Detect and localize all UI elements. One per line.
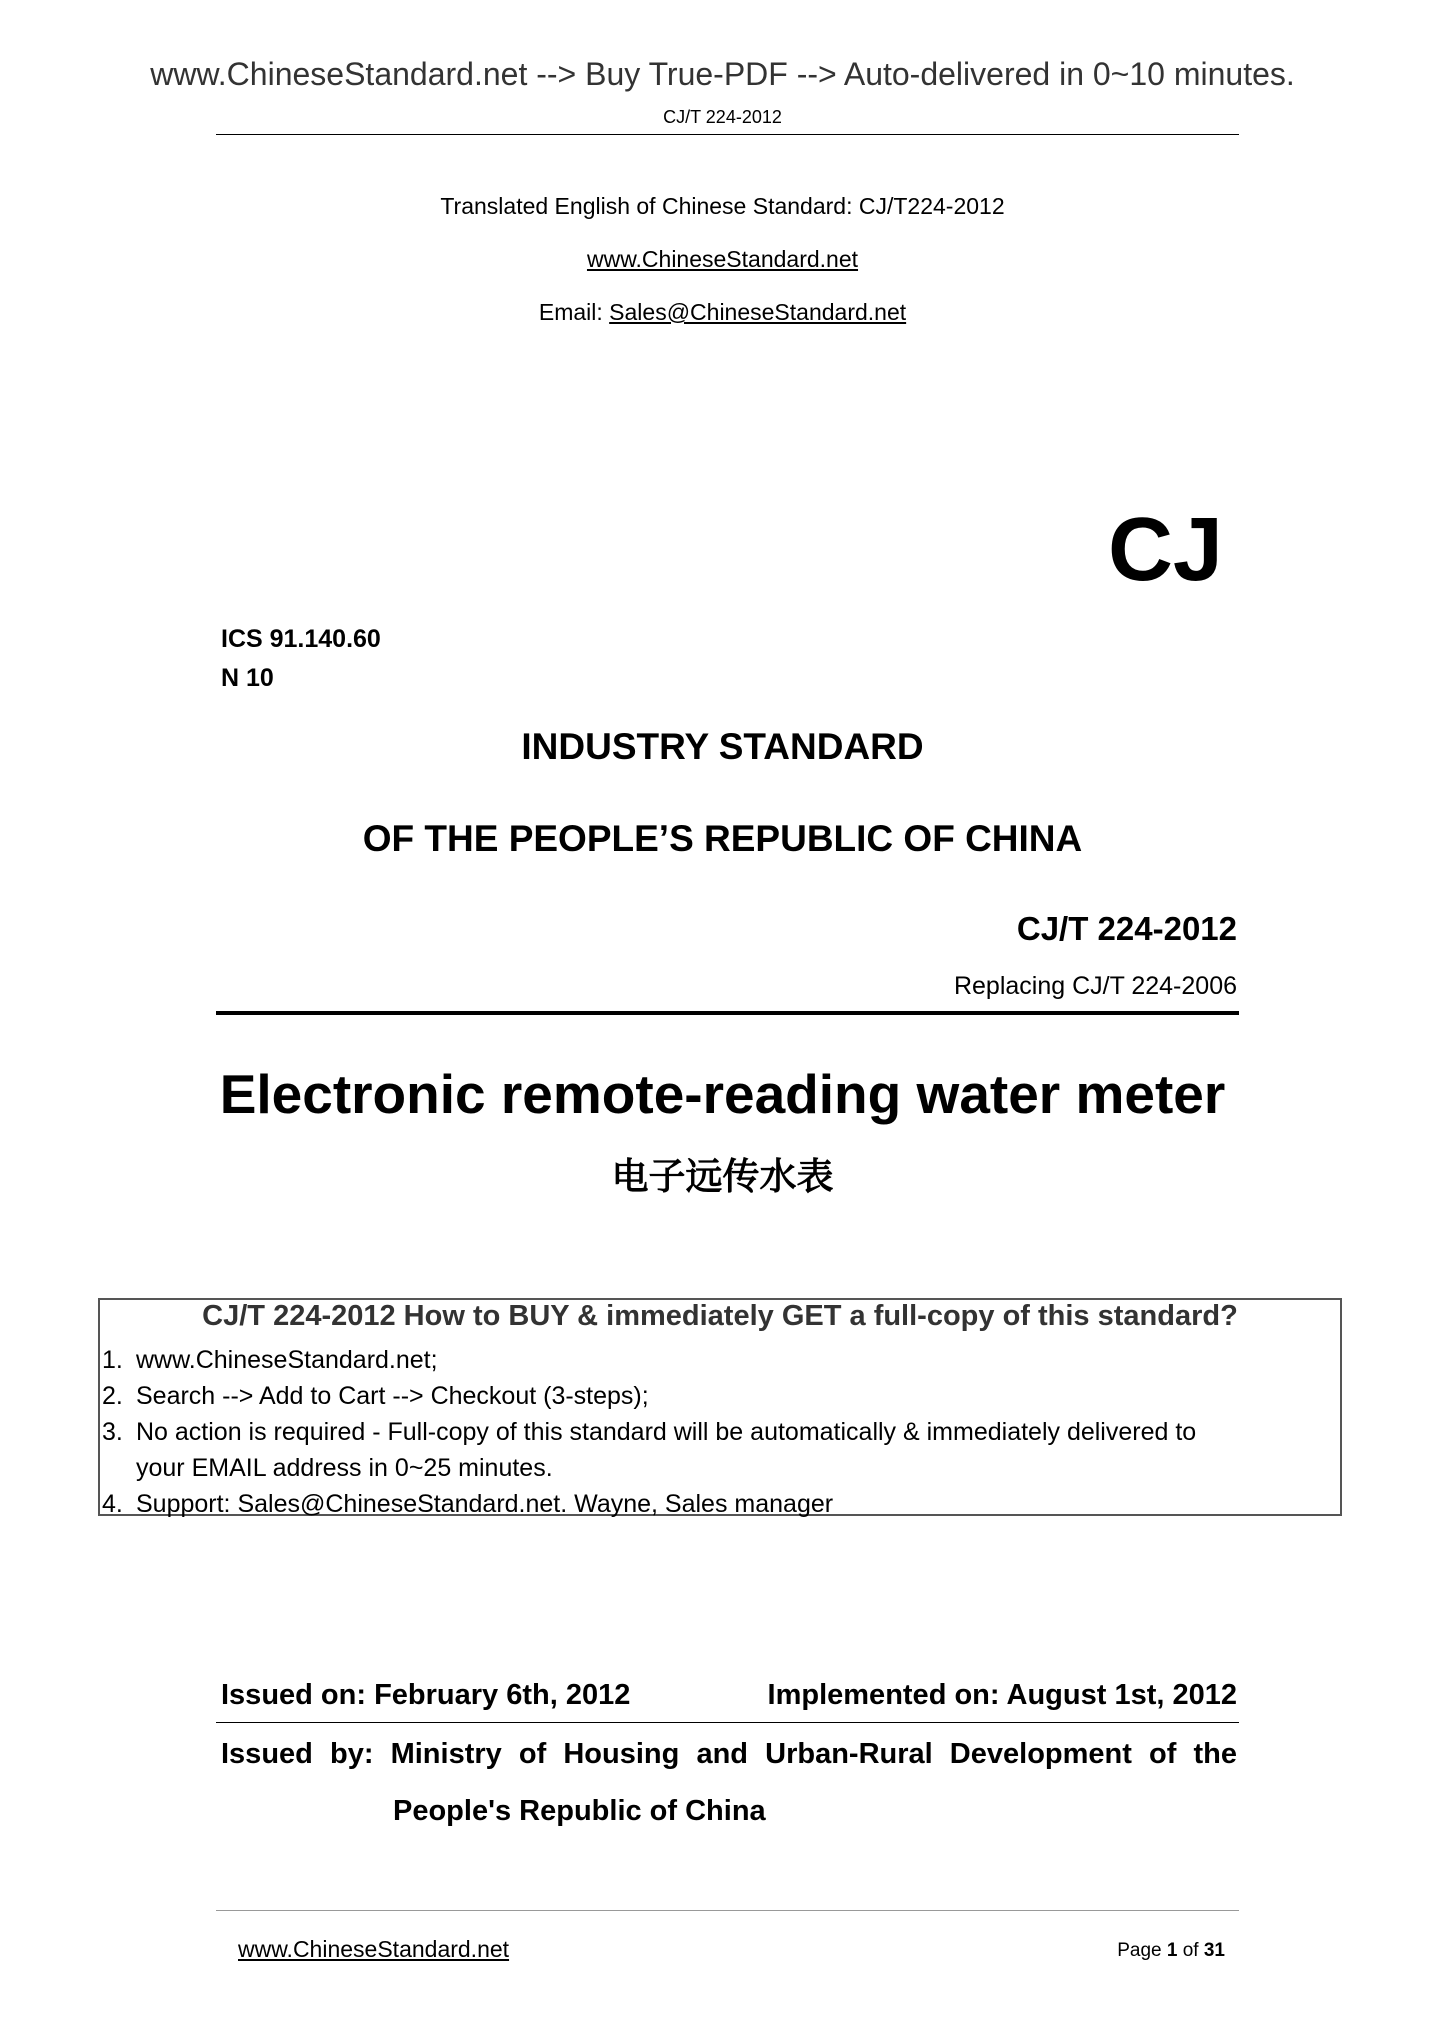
- header-banner: www.ChineseStandard.net --> Buy True-PDF --> Auto-delivered in 0~10 minutes.: [150, 56, 1295, 92]
- site-link[interactable]: www.ChineseStandard.net: [586, 246, 859, 272]
- email-link[interactable]: Sales@ChineseStandard.net: [609, 299, 907, 325]
- page-of: of: [1177, 1940, 1204, 1961]
- buy-step: [102, 1378, 1196, 1414]
- step-number: 2.: [102, 1382, 123, 1410]
- issued-on-date: Issued on: February 6th, 2012: [221, 1679, 631, 1711]
- header-doc-code: CJ/T 224-2012: [663, 107, 782, 127]
- n-code: N 10: [221, 664, 274, 692]
- standard-number: CJ/T 224-2012: [1016, 910, 1237, 947]
- step-number: 1.: [102, 1346, 123, 1374]
- translated-note: Translated English of Chinese Standard: CJ/T224-2012: [440, 193, 1005, 219]
- email-label: Email:: [538, 299, 610, 325]
- footer-site-link[interactable]: www.ChineseStandard.net: [238, 1936, 510, 1962]
- buy-step: [102, 1486, 1196, 1522]
- industry-standard-heading: INDUSTRY STANDARD: [521, 726, 924, 767]
- step-text[interactable]: www.ChineseStandard.net;: [136, 1346, 438, 1374]
- step-text: Search --> Add to Cart --> Checkout (3-steps);: [136, 1382, 649, 1410]
- title-rule: [216, 1011, 1239, 1015]
- issue-rule: [216, 1722, 1239, 1723]
- step-number: 4.: [102, 1490, 123, 1518]
- page-total: 31: [1203, 1940, 1225, 1961]
- issued-by-line-2: People's Republic of China: [393, 1795, 766, 1827]
- header-rule: [216, 134, 1239, 135]
- step-number: 3.: [102, 1418, 123, 1446]
- buy-instructions-box: [98, 1298, 1342, 1516]
- footer-rule: [216, 1910, 1239, 1911]
- prc-heading: OF THE PEOPLE’S REPUBLIC OF CHINA: [362, 818, 1083, 859]
- page-indicator: [1117, 1940, 1225, 1962]
- step-number: [102, 1450, 136, 1486]
- buy-step: [102, 1342, 1196, 1378]
- buy-step: [102, 1414, 1196, 1450]
- cj-logo: CJ: [1107, 500, 1223, 600]
- step-text: your EMAIL address in 0~25 minutes.: [136, 1454, 553, 1482]
- replacing-note: Replacing CJ/T 224-2006: [953, 972, 1237, 1000]
- implemented-on-date: Implemented on: August 1st, 2012: [767, 1679, 1237, 1711]
- document-title-en: Electronic remote-reading water meter: [219, 1063, 1226, 1125]
- page-prefix: Page: [1117, 1940, 1167, 1961]
- buy-steps-list: [102, 1342, 1196, 1522]
- email-line: [0, 299, 1445, 326]
- buy-step: [102, 1450, 1196, 1486]
- step-text: Support: Sales@ChineseStandard.net. Wayne, Sales manager: [136, 1490, 834, 1518]
- page-current: 1: [1166, 1940, 1178, 1961]
- step-text: No action is required - Full-copy of this standard will be automatically & immediately delivered to: [136, 1418, 1197, 1446]
- ics-code: ICS 91.140.60: [221, 625, 381, 653]
- buy-box-title: CJ/T 224-2012 How to BUY & immediately GET a full-copy of this standard?: [202, 1300, 1238, 1332]
- document-title-cn: 电子远传水表: [611, 1156, 834, 1197]
- issued-by-line: Issued by: Ministry of Housing and Urban-Rural Development of the: [221, 1738, 1237, 1770]
